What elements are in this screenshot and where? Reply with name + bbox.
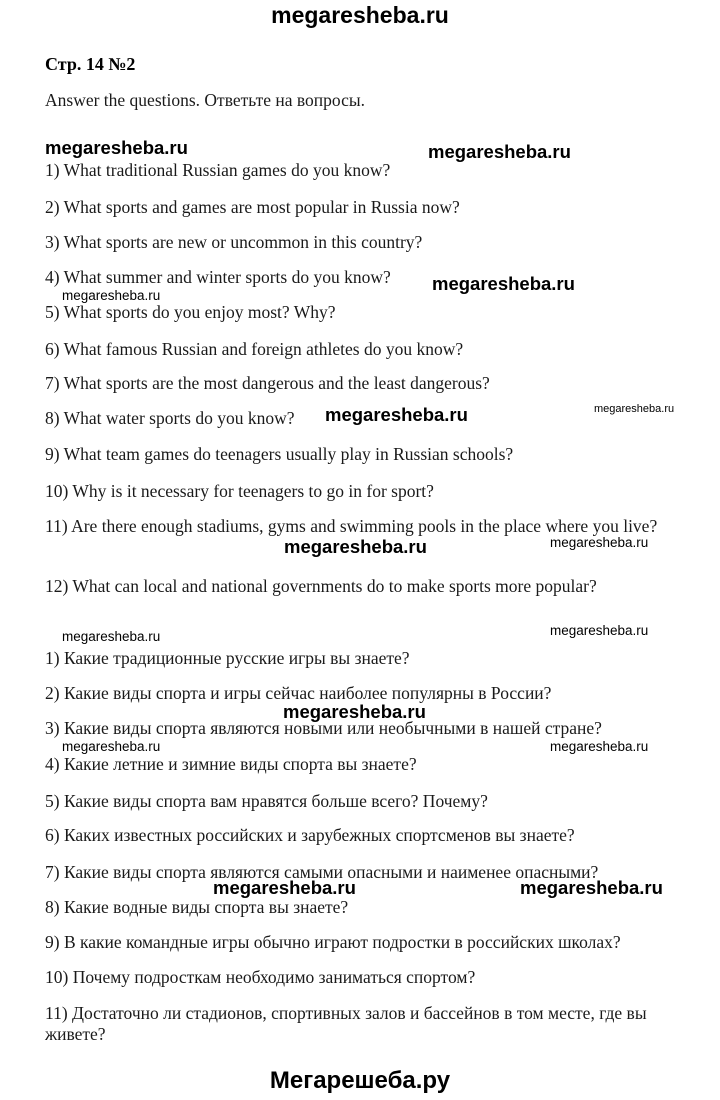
question-en-12: 12) What can local and national governments do to make sports more popular?: [45, 576, 597, 596]
watermark: megaresheba.ru: [428, 141, 571, 162]
question-ru-8: 8) Какие водные виды спорта вы знаете?: [45, 897, 349, 917]
watermark: megaresheba.ru: [550, 535, 649, 550]
question-en-9: 9) What team games do teenagers usually play in Russian schools?: [45, 444, 514, 464]
question-ru-1: 1) Какие традиционные русские игры вы знаете?: [45, 648, 410, 668]
question-ru-3: 3) Какие виды спорта являются новыми или необычными в нашей стране?: [45, 718, 602, 738]
question-en-10: 10) Why is it necessary for teenagers to go in for sport?: [45, 481, 434, 501]
question-en-1: 1) What traditional Russian games do you know?: [45, 160, 391, 180]
question-en-4: 4) What summer and winter sports do you know?: [45, 267, 391, 287]
question-ru-10: 10) Почему подросткам необходимо заниматься спортом?: [45, 967, 476, 987]
question-en-11: 11) Are there enough stadiums, gyms and swimming pools in the place where you live?: [45, 516, 658, 536]
site-footer: Мегарешеба.ру: [269, 1067, 451, 1094]
question-en-5: 5) What sports do you enjoy most? Why?: [45, 302, 336, 322]
watermark: megaresheba.ru: [520, 877, 663, 898]
watermark: megaresheba.ru: [62, 739, 161, 754]
watermark: megaresheba.ru: [45, 137, 188, 158]
watermark: megaresheba.ru: [284, 536, 427, 557]
question-ru-11: 11) Достаточно ли стадионов, спортивных залов и бассейнов в том месте, где вы живете?: [45, 1003, 647, 1044]
question-en-3: 3) What sports are new or uncommon in this country?: [45, 232, 423, 252]
question-en-6: 6) What famous Russian and foreign athletes do you know?: [45, 339, 464, 359]
watermark: megaresheba.ru: [62, 629, 161, 644]
question-ru-5: 5) Какие виды спорта вам нравятся больше всего? Почему?: [45, 791, 488, 811]
watermark: megaresheba.ru: [550, 739, 649, 754]
watermark: megaresheba.ru: [62, 288, 161, 303]
watermark: megaresheba.ru: [325, 404, 468, 425]
instruction-text: Answer the questions. Ответьте на вопросы.: [45, 90, 365, 110]
page-title: Стр. 14 №2: [45, 54, 136, 74]
watermark: megaresheba.ru: [213, 877, 356, 898]
watermark: megaresheba.ru: [550, 623, 649, 638]
question-ru-4: 4) Какие летние и зимние виды спорта вы знаете?: [45, 754, 417, 774]
question-en-2: 2) What sports and games are most popular in Russia now?: [45, 197, 460, 217]
question-ru-7: 7) Какие виды спорта являются самыми опасными и наименее опасными?: [45, 862, 599, 882]
watermark: megaresheba.ru: [594, 403, 675, 415]
watermark: megaresheba.ru: [432, 273, 575, 294]
question-ru-6: 6) Каких известных российских и зарубежных спортсменов вы знаете?: [45, 825, 575, 845]
site-header: megaresheba.ru: [271, 2, 449, 28]
question-en-8: 8) What water sports do you know?: [45, 408, 295, 428]
question-ru-9: 9) В какие командные игры обычно играют подростки в российских школах?: [45, 932, 621, 952]
question-ru-2: 2) Какие виды спорта и игры сейчас наиболее популярны в России?: [45, 683, 552, 703]
watermark: megaresheba.ru: [283, 701, 426, 722]
question-en-7: 7) What sports are the most dangerous and the least dangerous?: [45, 373, 490, 393]
